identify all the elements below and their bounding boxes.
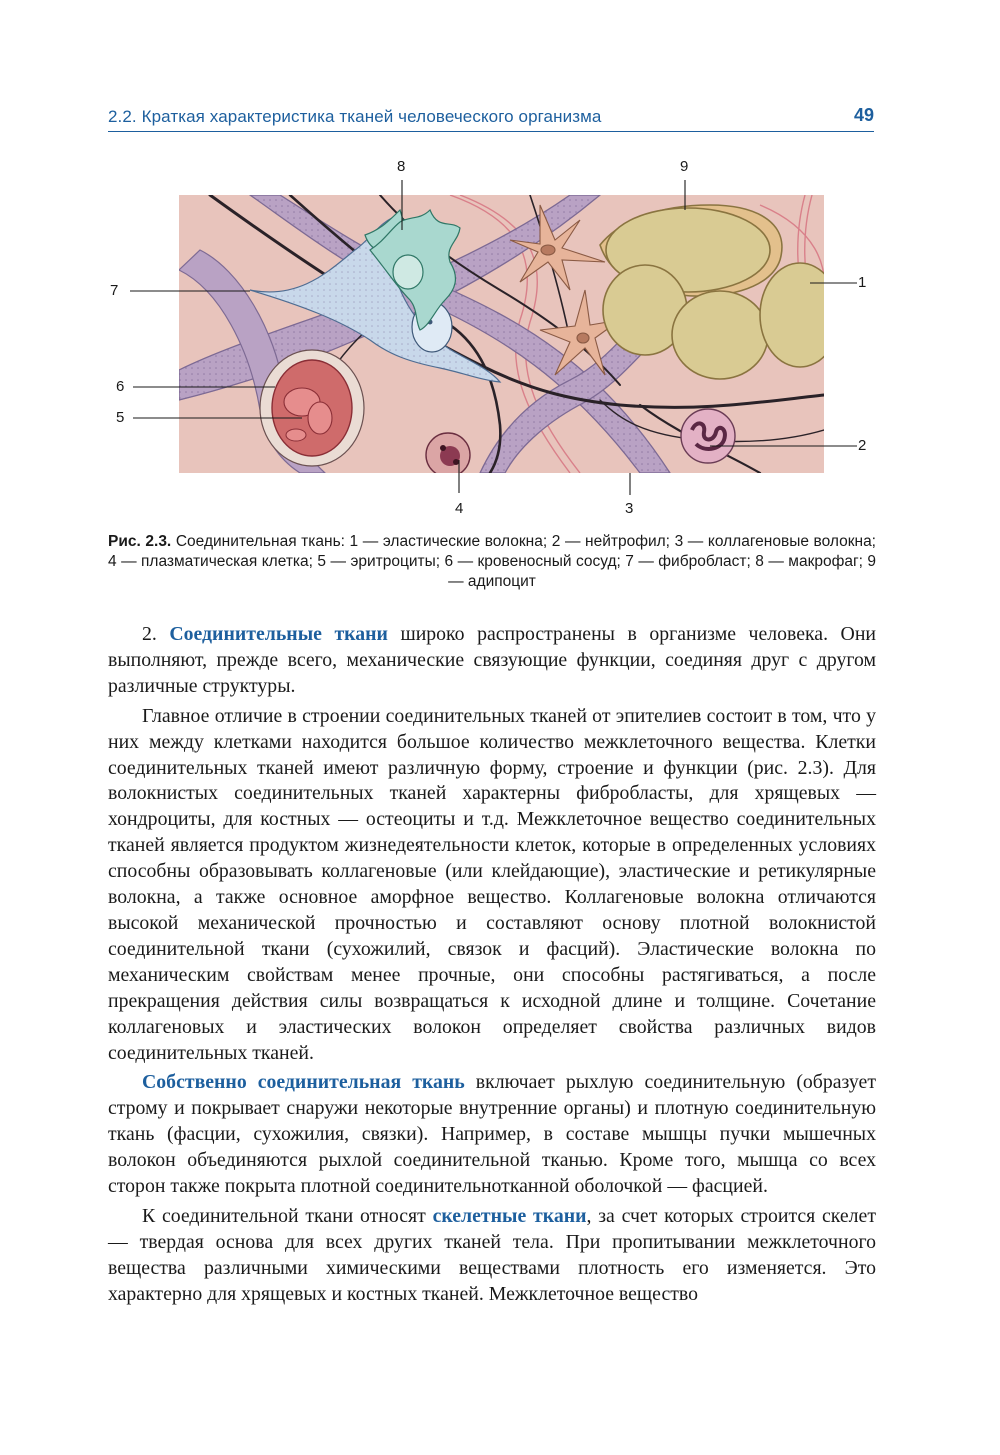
neutrophil (681, 409, 735, 463)
caption-text: Соединительная ткань: 1 — эластические волокна; 2 — нейтрофил; 3 — коллагеновые волокна; 4 — плазматическая клетка; 5 — эритроциты; 6 — кровеносный сосуд; 7 — фибробласт; 8 — макрофаг; 9 — адипоцит (108, 533, 876, 590)
p3-rest: включает рыхлую соединительную (образует строму и покрывает снаружи некоторые внутренние органы) и плотную соединительную ткань (фасции, сухожилия, связки). Например, в составе мышцы пучки мышечных волокон объединяются рыхлой соединительной тканью. Кроме того, мышца со всех сторон также покрыта плотной соединительнотканной оболочкой — фасцией. (108, 1071, 876, 1198)
callout-9: 9 (680, 158, 689, 175)
p4-lead: К соединительной ткани относят (142, 1204, 433, 1227)
callout-7: 7 (110, 282, 119, 299)
term-connective-tissues: Соединительные ткани (169, 623, 388, 645)
figure-caption (108, 532, 876, 592)
callout-3: 3 (625, 500, 634, 517)
term-skeletal-tissues: скелетные ткани (432, 1204, 587, 1227)
p1-lead: 2. (142, 623, 170, 645)
caption-label: Рис. 2.3. (108, 533, 172, 550)
running-header (108, 105, 874, 133)
paragraph-3 (108, 1070, 876, 1200)
callout-1: 1 (858, 274, 867, 291)
callout-6: 6 (116, 378, 125, 395)
callout-4: 4 (455, 500, 464, 517)
callout-5: 5 (116, 409, 125, 426)
callout-8: 8 (397, 158, 406, 175)
header-rule (108, 131, 874, 132)
p1-rest: широко распространены в организме человека. Они выполняют, прежде всего, механические связующие функции, соединяя друг с другом различные структуры. (108, 623, 877, 697)
term-proper-connective-tissue: Собственно соединительная ткань (142, 1071, 465, 1094)
body-text (108, 622, 876, 1312)
connective-tissue-figure (100, 150, 890, 530)
paragraph-4 (108, 1204, 876, 1308)
header-title: 2.2. Краткая характеристика тканей человеческого организма (108, 107, 602, 126)
tissue-illustration (100, 150, 890, 530)
paragraph-2: Главное отличие в строении соединительных тканей от эпителиев состоит в том, что у них между клетками находится большое количество межклеточного вещества. Клетки соединительных тканей имеют различную форму, строение и функции (рис. 2.3). Для волокнистых соединительных тканей характерны фибробласты, для хрящевых — хондроциты, для костных — остеоциты и т.д. Межклеточное вещество соединительных тканей является продуктом жизнедеятельности клеток, которые в определенных условиях способны образовывать коллагеновые (или клейдающие), эластические и ретикулярные волокна, а также основное аморфное вещество. Коллагеновые волокна отличаются высокой механической прочностью и составляют основу плотной волокнистой соединительной ткани (сухожилий, связок и фасций). Эластические волокна по механическим свойствам менее прочные, они способны растягиваться, а после прекращения действия силы возвращаться к исходной длине и толщине. Сочетание коллагеновых и эластических волокон определяет свойства различных видов соединительных тканей. (108, 704, 876, 1064)
paragraph-1 (108, 622, 876, 700)
blood-vessel (260, 350, 364, 466)
plasma-cell (426, 433, 470, 477)
page-number: 49 (853, 105, 874, 125)
p4-rest: , за счет которых строится скелет — твердая основа для всех других тканей тела. При пропитывании межклеточного вещества различными химическими веществами плотность его изменяется. Это характерно для хрящевых и костных тканей. Межклеточное вещество (108, 1204, 876, 1305)
callout-2: 2 (858, 437, 867, 454)
